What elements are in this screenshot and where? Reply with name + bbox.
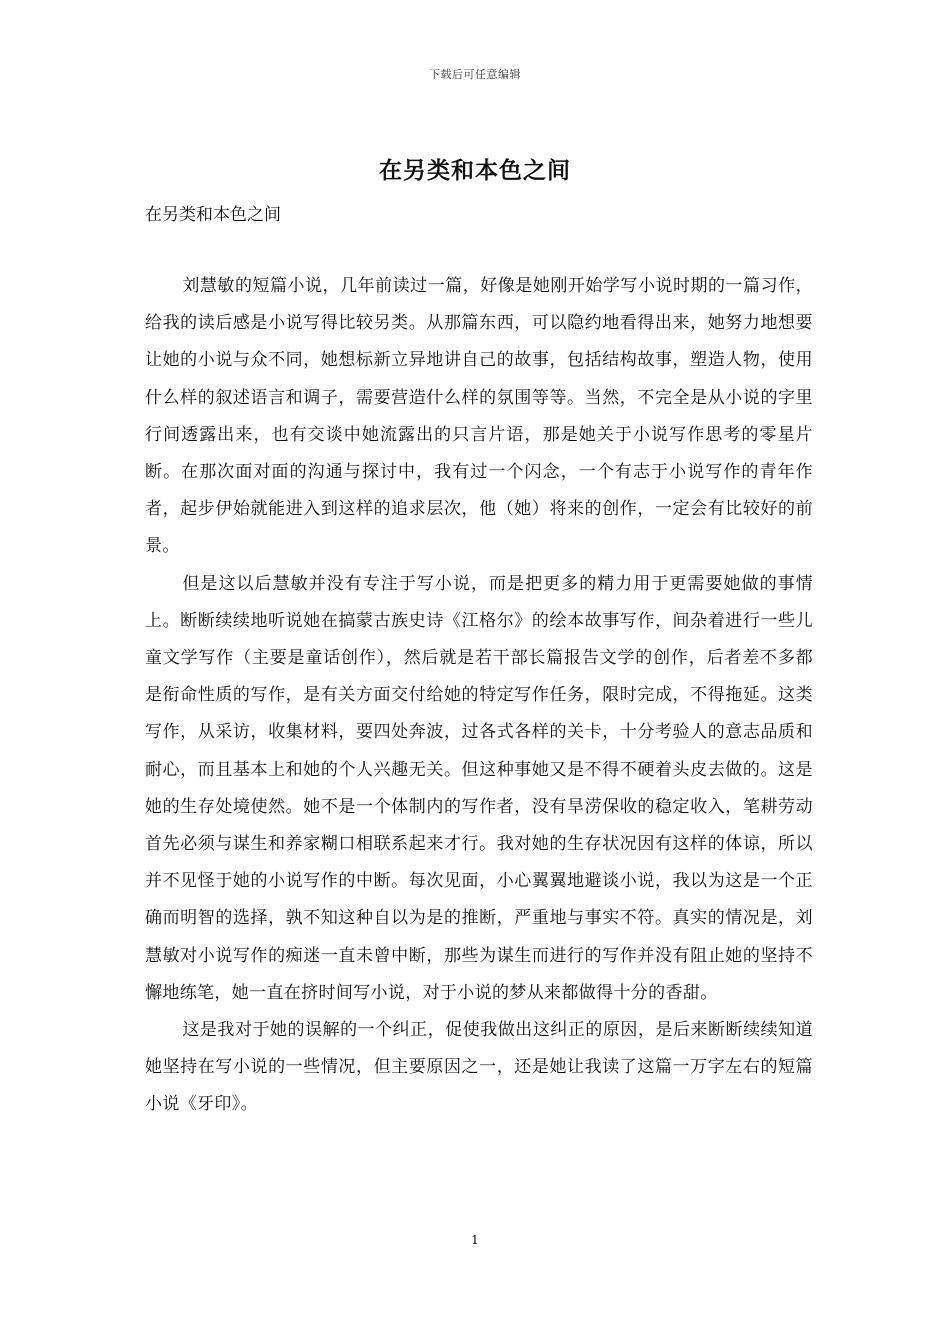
paragraph-2: 但是这以后慧敏并没有专注于写小说，而是把更多的精力用于更需要她做的事情上。断断续续地听说她在搞蒙古族史诗《江格尔》的绘本故事写作，间杂着进行一些儿童文学写作（主要是童话创作），然后就是若干部长篇报告文学的创作，后者差不多都是衔命性质的写作，是有关方面交付给她的特定写作任务，限时完成，不得拖延。这类写作，从采访，收集材料，要四处奔波，过各式各样的关卡，十分考验人的意志品质和耐心，而且基本上和她的个人兴趣无关。但这种事她又是不得不硬着头皮去做的。这是她的生存处境使然。她不是一个体制内的写作者，没有旱涝保收的稳定收入，笔耕劳动首先必须与谋生和养家糊口相联系起来才行。我对她的生存状况因有这样的体谅，所以并不见怪于她的小说写作的中断。每次见面，小心翼翼地避谈小说，我以为这是一个正确而明智的选择，孰不知这种自以为是的推断，严重地与事实不符。真实的情况是，刘慧敏对小说写作的痴迷一直未曾中断，那些为谋生而进行的写作并没有阻止她的坚持不懈地练笔，她一直在挤时间写小说，对于小说的梦从来都做得十分的香甜。 [145, 573, 813, 1003]
paragraph-3: 这是我对于她的误解的一个纠正，促使我做出这纠正的原因，是后来断断续续知道她坚持在写小说的一些情况，但主要原因之一，还是她让我读了这篇一万字左右的短篇小说《牙印》。 [145, 1020, 813, 1115]
document-subtitle: 在另类和本色之间 [145, 205, 281, 225]
document-body [145, 268, 813, 1124]
document-title: 在另类和本色之间 [379, 157, 571, 184]
page-number: 1 [471, 1233, 479, 1247]
paragraph-1: 刘慧敏的短篇小说，几年前读过一篇，好像是她刚开始学写小说时期的一篇习作，给我的读后感是小说写得比较另类。从那篇东西，可以隐约地看得出来，她努力地想要让她的小说与众不同，她想标新立异地讲自己的故事，包括结构故事，塑造人物，使用什么样的叙述语言和调子，需要营造什么样的氛围等等。当然，不完全是从小说的字里行间透露出来，也有交谈中她流露出的只言片语，那是她关于小说写作思考的零星片断。在那次面对面的沟通与探讨中，我有过一个闪念，一个有志于小说写作的青年作者，起步伊始就能进入到这样的追求层次，他（她）将来的创作，一定会有比较好的前景。 [145, 276, 813, 557]
page-header-note: 下载后可任意编辑 [429, 68, 521, 81]
